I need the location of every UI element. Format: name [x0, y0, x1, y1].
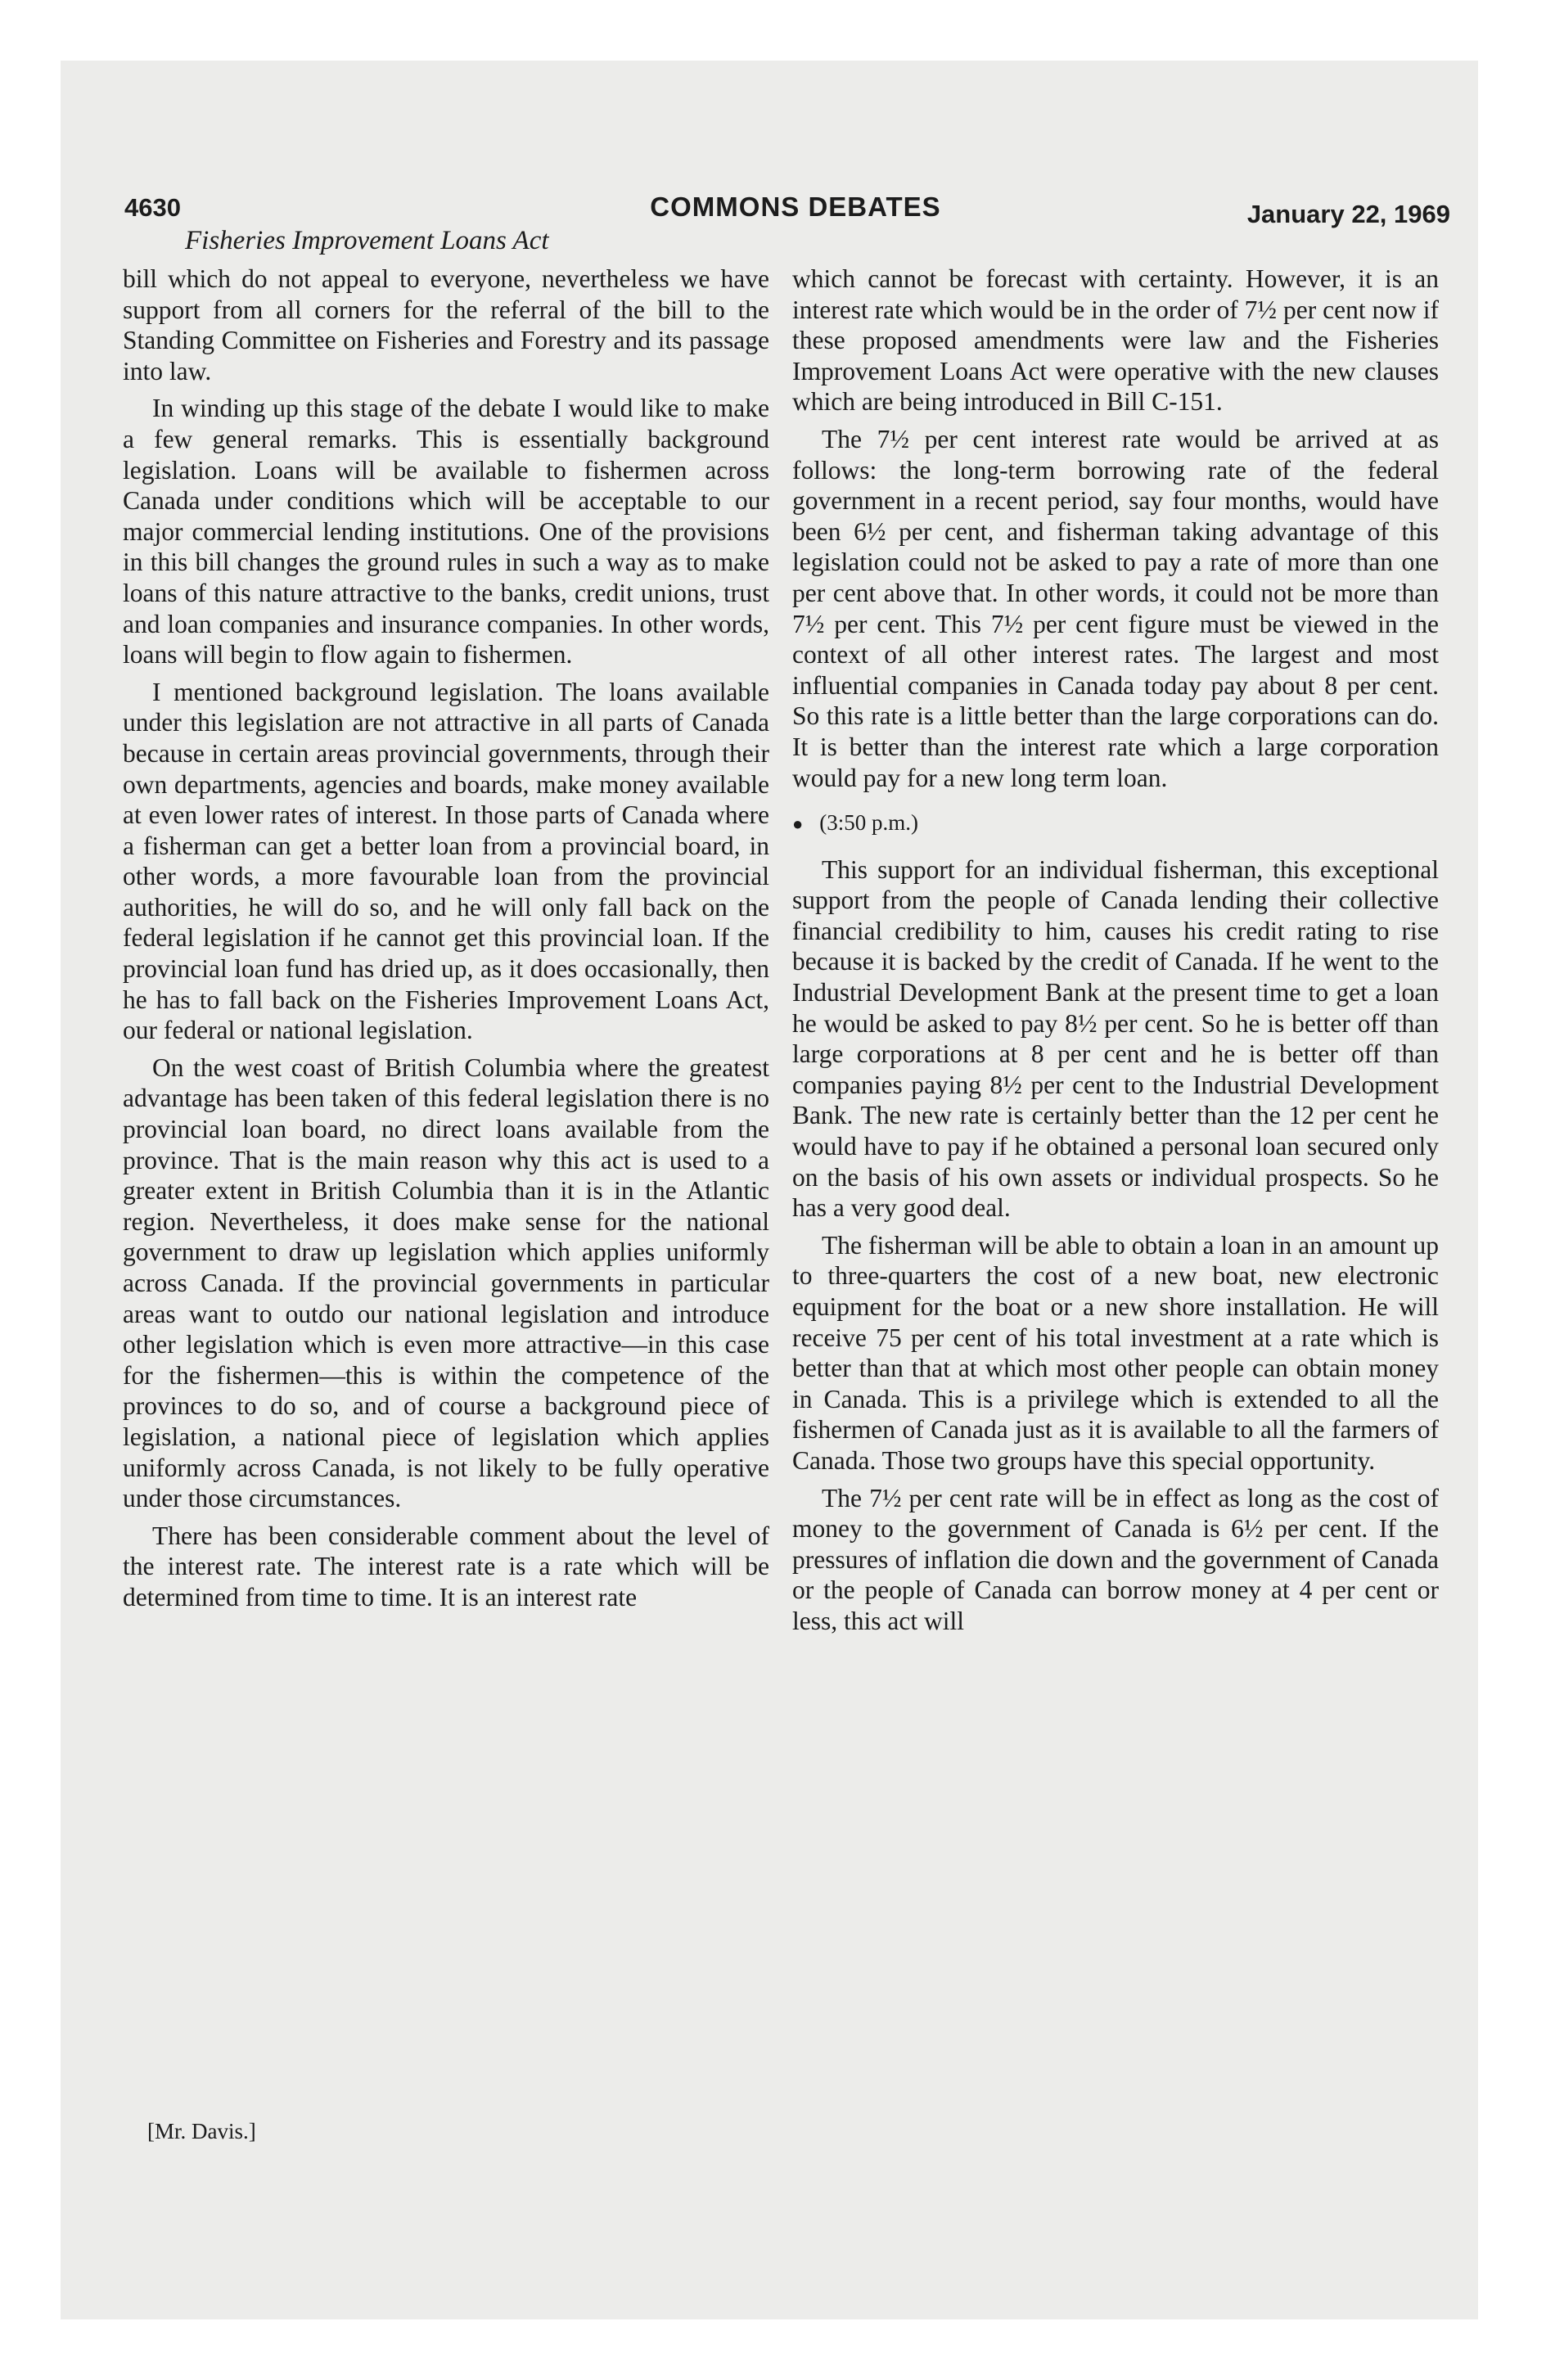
journal-title: COMMONS DEBATES [650, 192, 941, 222]
time-stamp [792, 808, 1439, 840]
running-head: Fisheries Improvement Loans Act [185, 226, 549, 255]
paragraph: The 7½ per cent rate will be in effect as long as the cost of money to the government of Canada is 6½ per cent. If the pressures of inflation die down and the government of Canada or the people of Canada can borrow money at 4 per cent or less, this act will [792, 1483, 1439, 1635]
speaker-footer: [Mr. Davis.] [147, 2119, 256, 2143]
issue-date: January 22, 1969 [1246, 200, 1450, 228]
paragraph: The 7½ per cent interest rate would be arrived at as follows: the long-term borrowing rate of the federal government in a recent period, say four months, would have been 6½ per cent, and fisherman taking advantage of this legislation could not be asked to pay a rate of more than one per cent above that. In other words, it could not be more than 7½ per cent. This 7½ per cent figure must be viewed in the context of all other interest rates. The largest and most influential companies in Canada today pay about 8 per cent. So this rate is a little better than the large corporations can do. It is better than the interest rate which a large corporation would pay for a new long term loan. [792, 424, 1439, 792]
paragraph: The fisherman will be able to obtain a loan in an amount up to three-quarters the cost of a new boat, new electronic equipment for the boat or a new shore installation. He will receive 75 per cent of his total investment at a rate which is better than that at which most other people can obtain money in Canada. This is a privilege which is extended to all the fishermen of Canada just as it is available to all the farmers of Canada. Those two groups have this special opportunity. [792, 1230, 1439, 1475]
paragraph: bill which do not appeal to everyone, nevertheless we have support from all corners for the referral of the bill to the Standing Committee on Fisheries and Forestry and its passage into law. [123, 264, 769, 385]
bullet-icon: ● [792, 814, 804, 835]
left-column [123, 264, 769, 1620]
paragraph: On the west coast of British Columbia where the greatest advantage has been taken of this federal legislation there is no provincial loan board, no direct loans available from the province. That is the main reason why this act is used to a greater extent in British Columbia than it is in the Atlantic region. Nevertheless, it does make sense for the national government to draw up legislation which applies uniformly across Canada. If the provincial governments in particular areas want to outdo our national legislation and introduce other legislation which is even more attractive—in this case for the fishermen—this is within the competence of the provinces to do so, and of course a background piece of legislation, a national piece of legislation which applies uniformly across Canada, is not likely to be fully operative under those circumstances. [123, 1053, 769, 1513]
time-stamp-text: (3:50 p.m.) [819, 810, 919, 836]
right-column [792, 264, 1439, 1643]
paragraph: In winding up this stage of the debate I would like to make a few general remarks. This is essentially background legislation. Loans will be available to fishermen across Canada under conditions which will be acceptable to our major commercial lending institutions. One of the provisions in this bill changes the ground rules in such a way as to make loans of this nature attractive to the banks, credit unions, trust and loan companies and insurance companies. In other words, loans will begin to flow again to fishermen. [123, 394, 769, 669]
paragraph: I mentioned background legislation. The loans available under this legislation are not attractive in all parts of Canada because in certain areas provincial governments, through their own departments, agencies and boards, make money available at even lower rates of interest. In those parts of Canada where a fisherman can get a better loan from a provincial board, in other words, a more favourable loan from the provincial authorities, he will do so, and he will only fall back on the federal legislation if he cannot get this provincial loan. If the provincial loan fund has dried up, as it does occasionally, then he has to fall back on the Fisheries Improvement Loans Act, our federal or national legislation. [123, 677, 769, 1045]
paragraph: which cannot be forecast with certainty. However, it is an interest rate which would be in the order of 7½ per cent now if these proposed amendments were law and the Fisheries Improvement Loans Act were operative with the new clauses which are being introduced in Bill C-151. [792, 264, 1439, 417]
page-number: 4630 [124, 193, 181, 222]
paragraph: There has been considerable comment about the level of the interest rate. The interest rate is a rate which will be determined from time to time. It is an interest rate [123, 1521, 769, 1611]
paragraph: This support for an individual fisherman, this exceptional support from the people of Canada lending their collective financial credibility to him, causes his credit rating to rise because it is backed by the credit of Canada. If he went to the Industrial Development Bank at the present time to get a loan he would be asked to pay 8½ per cent. So he is better off than large corporations at 8 per cent and he is better off than companies paying 8½ per cent to the Industrial Development Bank. The new rate is certainly better than the 12 per cent he would have to pay if he obtained a personal loan secured only on the basis of his own assets or individual prospects. So he has a very good deal. [792, 854, 1439, 1223]
